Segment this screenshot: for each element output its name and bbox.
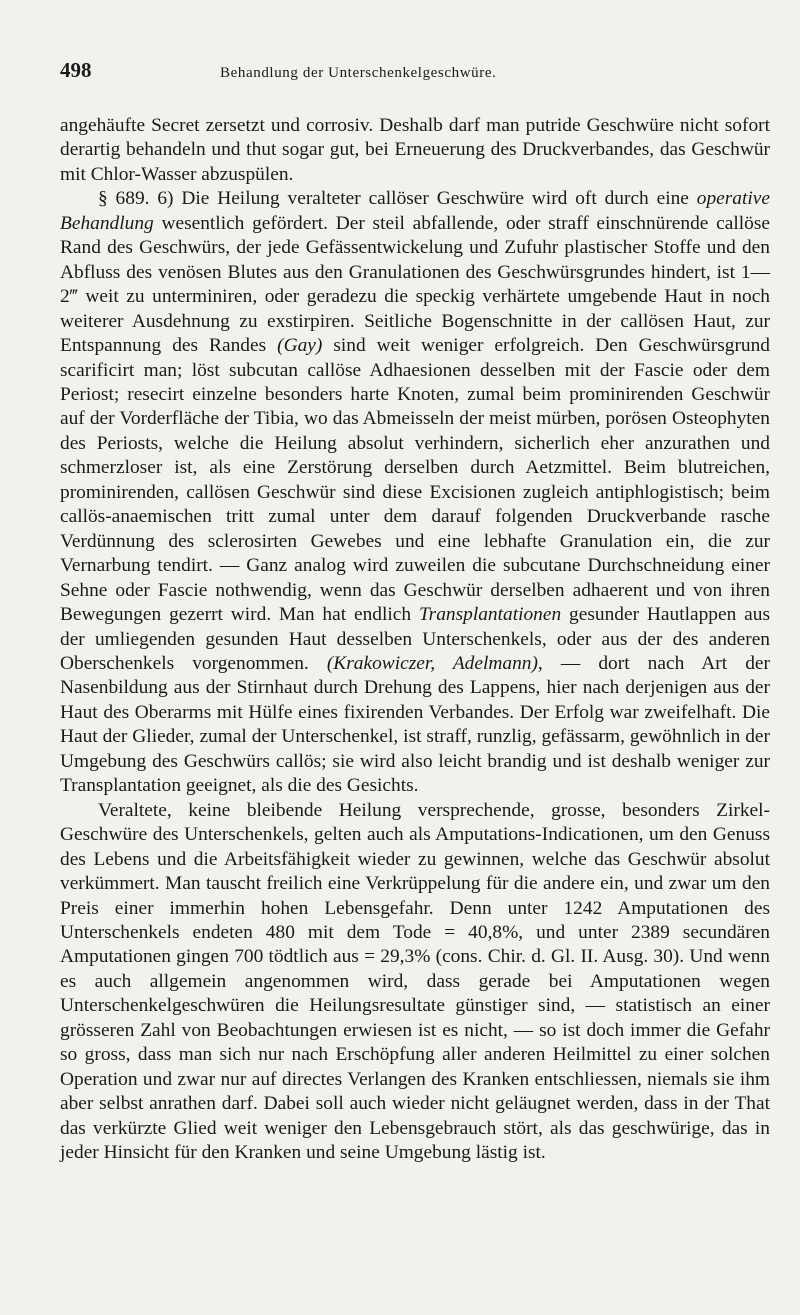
italic-names-krakowiczer-adelmann: (Krakowiczer, Adelmann) — [326, 652, 538, 674]
body-text — [60, 114, 770, 1165]
text-segment: gesunder Hautlappen aus der umliegenden gesunden Haut desselben Unterschenkels, oder aus der des anderen Oberschenkels vorgenommen. — [60, 604, 770, 674]
text-segment: § 689. 6) Die Heilung veralteter callöser Geschwüre wird oft durch eine — [98, 188, 697, 210]
text-segment: wesentlich gefördert. Der steil abfallende, oder straff einschnürende callöse Rand des Geschwürs, der jede Gefässentwickelung und Zufuhr plastischer Stoffe und den Abfluss des venösen Blutes aus den Granulationen des Geschwürsgrundes hindert, ist 1—2‴ weit zu unterminiren, oder geradezu die speckig verhärtete umgebende Haut in noch weiterer Ausdehnung zu exstirpiren. Seitliche Bogenschnitte in der callösen Haut, zur Entspannung des Randes — [60, 212, 770, 357]
italic-term-transplantationen: Transplantationen — [418, 604, 562, 626]
italic-term-operative-behandlung: operative Behandlung — [60, 188, 770, 234]
running-head — [60, 58, 770, 90]
paragraph-section-689 — [60, 187, 770, 798]
page-number: 498 — [60, 58, 92, 82]
paragraph-amputation — [60, 799, 770, 1166]
italic-name-gay: (Gay) — [277, 335, 323, 357]
text-segment: , — dort nach Art der Nasenbildung aus der Stirnhaut durch Drehung des Lappens, hier nach derjenigen aus der Haut des Oberarms mit Hülfe eines fixirenden Verbandes. Der Erfolg war zweifelhaft. Die Haut der Glieder, zumal der Unterschenkel, ist straff, runzlig, gefässarm, gewöhnlich in der Umgebung des Geschwürs callös; sie wird also leicht brandig und ist deshalb weniger zur Transplantation geeignet, als die des Gesichts. — [60, 652, 770, 797]
text-segment: Veraltete, keine bleibende Heilung versprechende, grosse, besonders Zirkel-Geschwüre des Unterschenkels, gelten auch als Amputations-Indicationen, um den Genuss des Lebens und die Arbeitsfähigkeit wieder zu gewinnen, welche das Geschwür absolut verkümmert. Man tauscht freilich eine Verkrüppelung für die andere ein, und zwar um den Preis einer immerhin hohen Lebensgefahr. Denn unter 1242 Amputationen des Unterschenkels endeten 480 mit dem Tode = 40,8%, und unter 2389 secundären Amputationen gingen 700 tödtlich aus = 29,3% (cons. Chir. d. Gl. II. Ausg. 30). Und wenn es auch allgemein angenommen wird, dass gerade bei Amputationen wegen Unterschenkelgeschwüren die Heilungsresultate günstiger sind, — statistisch an einer grösseren Zahl von Beobachtungen erwiesen ist es nicht, — so ist doch immer die Gefahr so gross, dass man sich nur nach Erschöpfung aller anderen Heilmittel zu einer solchen Operation und zwar nur auf directes Verlangen des Kranken entschliessen, niemals sie ihm aber selbst anrathen darf. Dabei soll auch wieder nicht geläugnet werden, dass in der That das verkürzte Glied weit weniger den Lebensgebrauch stört, als das geschwürige, das in jeder Hinsicht für den Kranken und seine Umgebung lästig ist. — [60, 799, 770, 1164]
running-title: Behandlung der Unterschenkelgeschwüre. — [220, 65, 497, 81]
text-segment: angehäufte Secret zersetzt und corrosiv. Deshalb darf man putride Geschwüre nicht sofort derartig behandeln und thut sogar gut, bei Erneuerung des Druckverbandes, das Geschwür mit Chlor-Wasser abzuspülen. — [60, 115, 770, 185]
text-segment: sind weit weniger erfolgreich. Den Geschwürsgrund scarificirt man; löst subcutan callöse Adhaesionen desselben mit der Fascie oder dem Periost; resecirt einzelne besonders harte Knoten, zumal beim prominirenden Geschwür auf der Vorderfläche der Tibia, wo das Abmeisseln der meist mürben, porösen Osteophyten des Periosts, welche die Heilung absolut verhindern, sicherlich eher anzurathen und schmerzloser ist, als eine Zerstörung derselben durch Aetzmittel. Beim blutreichen, prominirenden, callösen Geschwür sind diese Excisionen zugleich antiphlogistisch; beim callös-anaemischen tritt zumal unter dem darauf folgenden Druckverbande rasche Verdünnung des sclerosirten Gewebes und eine lebhafte Granulation ein, die zur Vernarbung tendirt. — Ganz analog wird zuweilen die subcutane Durchschneidung einer Sehne oder Fascie nothwendig, wenn das Geschwür derselben adhaerent und von ihren Bewegungen gezerrt wird. Man hat endlich — [60, 335, 770, 626]
paragraph-continuation — [60, 114, 770, 187]
